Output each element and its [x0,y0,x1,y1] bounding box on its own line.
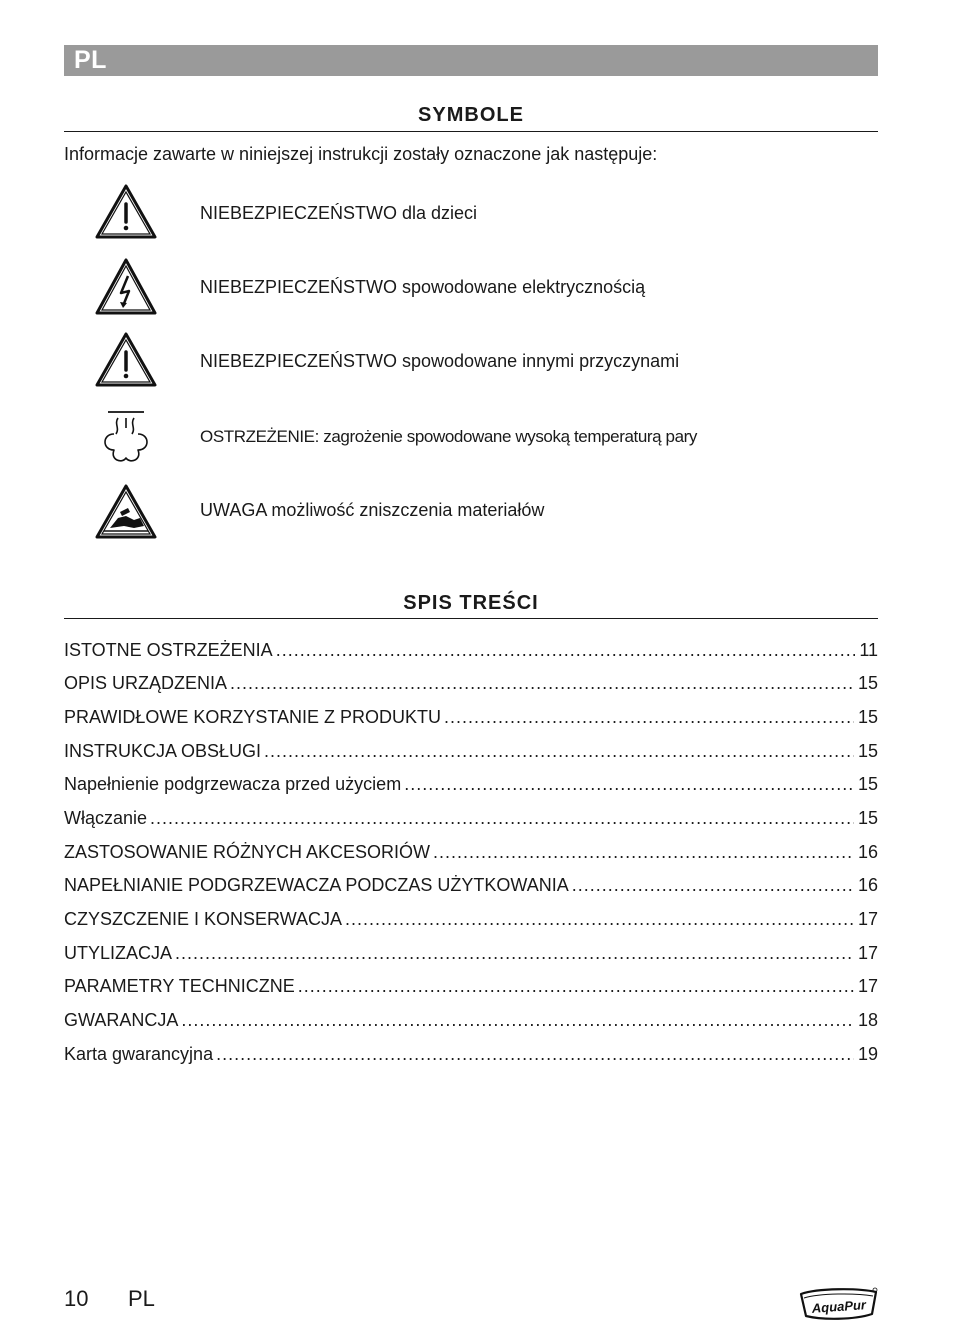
symbols-divider [64,131,878,132]
toc-entry[interactable] [64,909,878,933]
page-number: 10 [64,1286,89,1311]
toc-leader-dots [345,909,854,930]
toc-entry[interactable] [64,774,878,798]
toc-leader-dots [230,673,854,694]
warning-triangle-icon [94,182,158,246]
toc-entry-label: NAPEŁNIANIE PODGRZEWACZA PODCZAS UŻYTKOWANIA [64,875,569,895]
toc-leader-dots [150,808,854,829]
language-header-bar [64,45,878,76]
electric-hazard-icon [94,256,158,320]
language-label: PL [74,46,107,74]
footer-language: PL [128,1286,155,1311]
toc-leader-dots [444,707,854,728]
toc-entry[interactable] [64,875,878,899]
toc-leader-dots [175,943,854,964]
symbol-description: NIEBEZPIECZEŃSTWO spowodowane elektrycznością [200,277,646,297]
symbol-description: NIEBEZPIECZEŃSTWO dla dzieci [200,203,478,223]
toc-entry[interactable] [64,842,878,866]
toc-entry-label: OPIS URZĄDZENIA [64,673,228,693]
symbol-description: UWAGA możliwość zniszczenia materiałów [200,500,545,520]
symbols-title: SYMBOLE [418,104,524,126]
toc-entry-page: 17 [857,976,878,996]
toc-entry-page: 17 [857,909,878,929]
warning-triangle-icon [94,330,158,394]
toc-entry-label: PARAMETRY TECHNICZNE [64,976,295,996]
toc-entry[interactable] [64,673,878,697]
hot-steam-icon [94,406,158,470]
toc-entry-page: 16 [857,842,878,862]
symbol-row [64,406,878,470]
aquapur-logo [798,1284,880,1324]
toc-entry-label: Włączanie [64,808,148,828]
toc-entry-page: 15 [857,808,878,828]
toc-entry-label: Karta gwarancyjna [64,1044,214,1064]
toc-leader-dots [216,1044,854,1065]
toc-leader-dots [404,774,854,795]
toc-entry[interactable] [64,976,878,1000]
material-damage-icon [94,482,158,546]
toc-leader-dots [433,842,854,863]
toc-entry-page: 15 [857,774,878,794]
symbol-row [64,482,878,546]
toc-entry[interactable] [64,707,878,731]
toc-entry-label: GWARANCJA [64,1010,179,1030]
toc-entry-page: 17 [857,943,878,963]
toc-entry-page: 16 [857,875,878,895]
toc-entry[interactable] [64,1010,878,1034]
toc-leader-dots [181,1010,854,1031]
symbol-description: OSTRZEŻENIE: zagrożenie spowodowane wysoką temperaturą pary [200,427,698,446]
toc-leader-dots [298,976,854,997]
toc-title: SPIS TREŚCI [403,592,539,614]
toc-leader-dots [264,741,854,762]
toc-entry-label: ZASTOSOWANIE RÓŻNYCH AKCESORIÓW [64,842,431,862]
toc-entry-label: INSTRUKCJA OBSŁUGI [64,741,262,761]
toc-entry-label: ISTOTNE OSTRZEŻENIA [64,640,273,660]
toc-entry[interactable] [64,640,878,664]
toc-entry-page: 18 [857,1010,878,1030]
toc-entry-label: UTYLIZACJA [64,943,173,963]
toc-entry[interactable] [64,943,878,967]
symbol-row [64,182,878,246]
toc-entry-page: 15 [857,673,878,693]
toc-entry-label: CZYSZCZENIE I KONSERWACJA [64,909,343,929]
toc-entry-page: 15 [857,707,878,727]
toc-leader-dots [276,640,856,661]
symbol-description: NIEBEZPIECZEŃSTWO spowodowane innymi przyczynami [200,351,680,371]
toc-entry[interactable] [64,808,878,832]
toc-leader-dots [572,875,854,896]
toc-entry[interactable] [64,1044,878,1068]
toc-divider [64,618,878,619]
symbols-intro: Informacje zawarte w niniejszej instrukcji zostały oznaczone jak następuje: [64,144,658,164]
toc-entry-label: Napełnienie podgrzewacza przed użyciem [64,774,402,794]
toc-entry[interactable] [64,741,878,765]
toc-entry-page: 19 [857,1044,878,1064]
toc-entry-label: PRAWIDŁOWE KORZYSTANIE Z PRODUKTU [64,707,442,727]
svg-text:AquaPur: AquaPur [811,1297,867,1316]
toc-entry-page: 11 [859,640,878,660]
symbol-row [64,330,878,394]
toc-entry-page: 15 [857,741,878,761]
symbol-row [64,256,878,320]
